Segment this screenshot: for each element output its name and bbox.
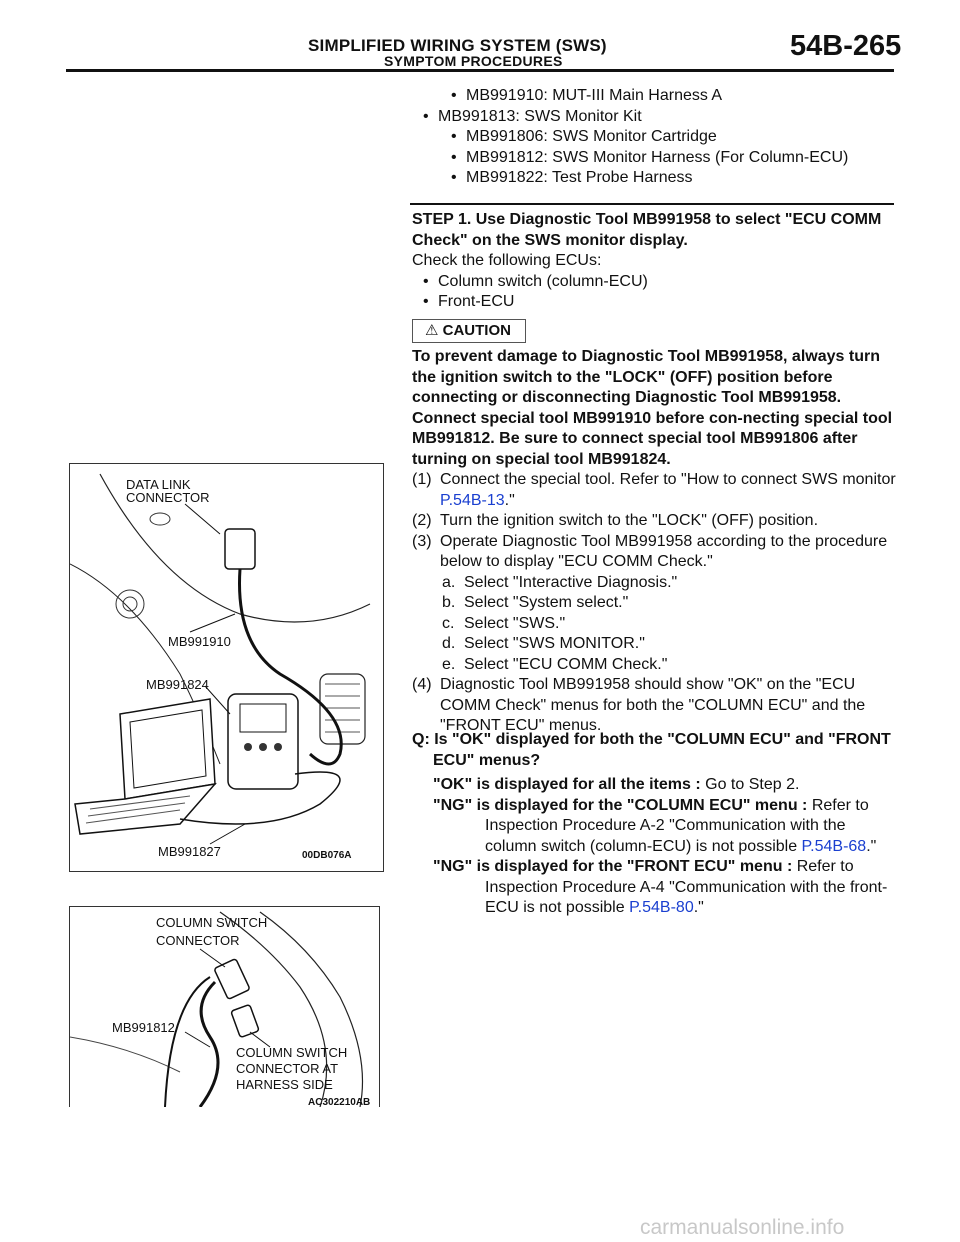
caution-label: CAUTION	[442, 321, 511, 339]
sub-step-text: Select "ECU COMM Check."	[464, 655, 668, 673]
leader-line	[185, 1032, 210, 1047]
answer-label: "NG" is displayed for the "COLUMN ECU" menu :	[433, 796, 808, 814]
column-switch-connector-icon	[214, 959, 250, 1000]
answer-text-end: ."	[693, 899, 704, 916]
leader-line	[185, 504, 220, 534]
caution-box	[412, 319, 526, 344]
page-header-subtitle: SYMPTOM PROCEDURES	[384, 53, 563, 69]
step-text: Turn the ignition switch to the "LOCK" (OFF) position.	[440, 512, 819, 529]
pedal-grip	[325, 684, 360, 732]
device-button	[259, 743, 267, 751]
sub-step-letter: b.	[442, 594, 456, 611]
label-mb991910: MB991910	[168, 634, 231, 649]
procedure-step	[412, 470, 896, 511]
figure-diagnostic-tool-connection	[69, 463, 384, 872]
sub-step	[412, 655, 896, 676]
sub-step	[412, 634, 896, 655]
sub-step-text: Select "SWS MONITOR."	[464, 635, 645, 652]
device-button	[244, 743, 252, 751]
step-divider	[410, 203, 894, 205]
step-text: Operate Diagnostic Tool MB991958 according to the procedure below to display "ECU COMM Check."	[440, 532, 888, 570]
step-text: Diagnostic Tool MB991958 should show "OK" on the "ECU COMM Check" menus for both the "COLUMN ECU" and the "FRONT ECU" menus.	[440, 676, 866, 734]
page-link[interactable]: P.54B-13	[440, 491, 505, 509]
label-harness-side-3: HARNESS SIDE	[236, 1077, 333, 1092]
label-harness-side-2: CONNECTOR AT	[236, 1061, 339, 1076]
label-mb991812: MB991812	[112, 1020, 175, 1035]
harness-mb991812	[200, 982, 218, 1107]
watermark: carmanualsonline.info	[640, 1216, 845, 1239]
warning-icon: ⚠	[425, 321, 439, 339]
figure-code: 00DB076A	[302, 850, 352, 861]
sub-step-letter: a.	[442, 573, 456, 591]
leader-line	[190, 614, 235, 632]
tool-list	[412, 86, 896, 189]
step-number: (3)	[412, 532, 432, 550]
label-mb991824: MB991824	[146, 677, 209, 692]
sub-step-letter: e.	[442, 655, 456, 673]
figure-code: AC302210AB	[308, 1097, 371, 1107]
answer-text: Refer to Inspection Procedure A-2 "Communication with the column switch (column-ECU) is not possible	[485, 796, 869, 855]
list-item: • MB991806: SWS Monitor Cartridge	[450, 127, 896, 148]
sub-step	[412, 614, 896, 635]
sub-step	[412, 593, 896, 614]
question-text: Q: Is "OK" displayed for both the "COLUMN ECU" and "FRONT ECU" menus?	[412, 731, 891, 769]
bolt-icon	[116, 590, 144, 618]
mb991824-device-icon	[228, 694, 298, 789]
page-link[interactable]: P.54B-80	[629, 899, 694, 916]
label-column-switch-connector: COLUMN SWITCH	[156, 915, 268, 930]
answer-item	[412, 796, 896, 858]
page-header-title: SIMPLIFIED WIRING SYSTEM (SWS)	[308, 36, 607, 55]
answer-item	[412, 775, 896, 796]
label-harness-side-1: COLUMN SWITCH	[236, 1045, 348, 1060]
step-number: (4)	[412, 676, 432, 693]
caution-text: To prevent damage to Diagnostic Tool MB991958, always turn the ignition switch to the "LOCK" (OFF) position before connecting or disconnecting Diagnostic Tool MB991958. Connect special tool MB991910 before con-necting special tool MB991812. Be sure to connect special tool MB991806 after turning on special tool MB991824.	[412, 348, 893, 468]
step-text: Connect the special tool. Refer to "How to connect SWS monitor	[440, 471, 896, 488]
label-column-switch-connector-2: CONNECTOR	[156, 933, 240, 948]
question-section	[412, 730, 896, 919]
page-link[interactable]: P.54B-68	[801, 837, 867, 855]
sub-step-text: Select "SWS."	[464, 614, 566, 632]
procedure-step	[412, 511, 896, 532]
sub-step-text: Select "System select."	[464, 594, 629, 611]
answer-text: Refer to Inspection Procedure A-4 "Communication with the front-ECU is not possible	[485, 858, 888, 916]
label-mb991827: MB991827	[158, 844, 221, 859]
page-number: 54B-265	[790, 30, 902, 62]
procedure-step	[412, 532, 896, 573]
sub-step	[412, 573, 896, 594]
device-button	[274, 743, 282, 751]
trim-outline	[70, 1037, 180, 1072]
answer-text-end: ."	[866, 837, 877, 855]
sub-step-text: Select "Interactive Diagnosis."	[464, 573, 678, 591]
list-item: • MB991813: SWS Monitor Kit	[422, 107, 896, 128]
data-link-connector-icon	[225, 529, 255, 569]
list-item: • MB991910: MUT-III Main Harness A	[450, 86, 896, 107]
bolt-icon	[150, 513, 170, 525]
list-item: • MB991822: Test Probe Harness	[450, 168, 896, 189]
procedure-step	[412, 675, 896, 737]
harness-side-connector-icon	[231, 1004, 259, 1037]
answer-text: Go to Step 2.	[705, 776, 800, 793]
step-intro: Check the following ECUs:	[412, 252, 602, 269]
list-item: • MB991812: SWS Monitor Harness (For Column-ECU)	[450, 148, 896, 169]
step-section	[412, 210, 896, 737]
header-divider	[66, 69, 894, 72]
list-item: • Front-ECU	[422, 292, 896, 313]
step-number: (2)	[412, 512, 432, 529]
step-heading: STEP 1. Use Diagnostic Tool MB991958 to select "ECU COMM Check" on the SWS monitor display.	[412, 211, 882, 249]
leader-line	[200, 949, 225, 967]
step-text-end: ."	[504, 491, 515, 509]
answer-label: "OK" is displayed for all the items :	[433, 776, 701, 793]
leader-line	[210, 824, 245, 844]
label-data-link-connector: DATA LINK	[126, 477, 191, 492]
label-data-link-connector-2: CONNECTOR	[126, 490, 210, 505]
list-item: • Column switch (column-ECU)	[422, 272, 896, 293]
answer-item	[412, 857, 896, 919]
answer-label: "NG" is displayed for the "FRONT ECU" menu :	[433, 858, 793, 875]
sub-step-letter: c.	[442, 614, 455, 632]
sub-step-letter: d.	[442, 635, 456, 652]
figure-column-switch-connector	[69, 906, 380, 1107]
step-number: (1)	[412, 471, 432, 488]
